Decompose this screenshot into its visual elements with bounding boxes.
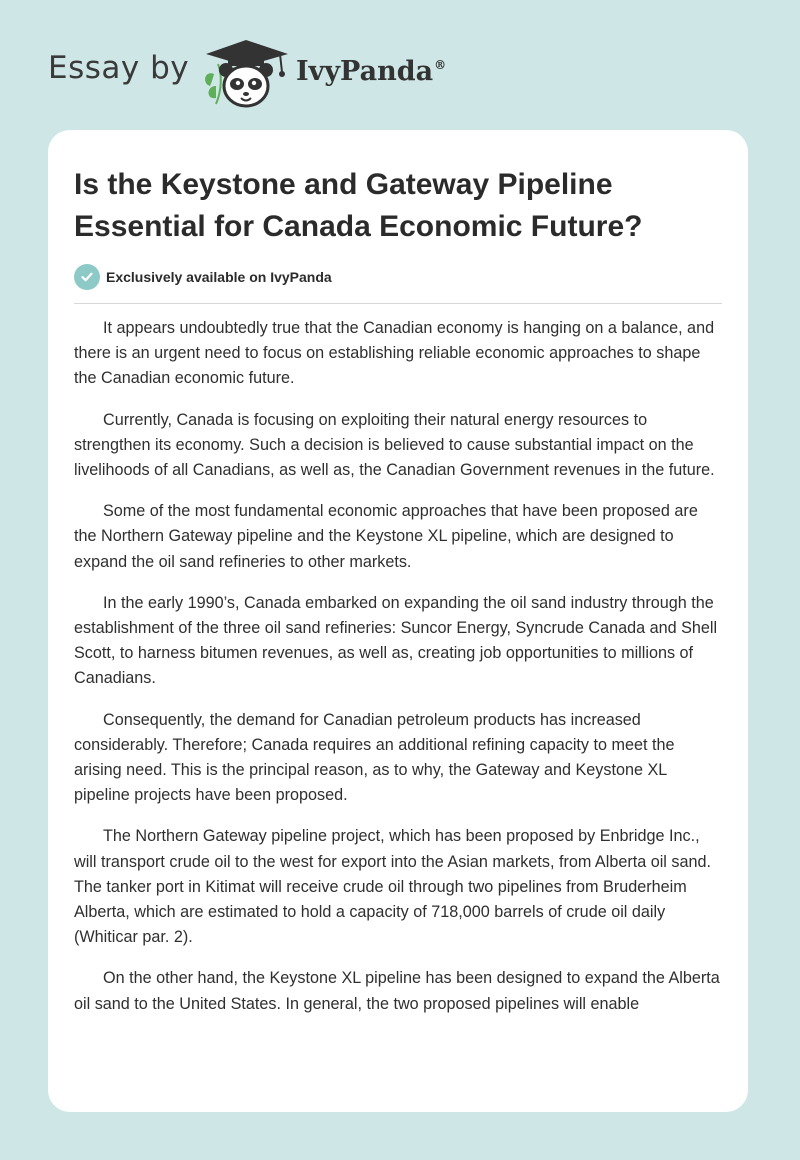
- title-divider: [74, 303, 722, 304]
- paragraph: Consequently, the demand for Canadian petroleum products has increased considerably. Therefore; Canada requires an additional refining capacity to meet the arising need. This is the principal reason, as to why, the Gateway and Keystone XL pipeline projects have been proposed.: [74, 710, 675, 805]
- paragraph: On the other hand, the Keystone XL pipeline has been designed to expand the Alberta oil sand to the United States. In general, the two proposed pipelines will enable: [74, 969, 720, 1013]
- exclusive-badge: [74, 263, 332, 291]
- paragraph: Some of the most fundamental economic approaches that have been proposed are the Northern Gateway pipeline and the Keystone XL pipeline, which are designed to expand the oil sand refineries to other markets.: [74, 502, 698, 571]
- essay-by-label: Essay by: [48, 50, 190, 86]
- check-circle-icon: [74, 264, 100, 290]
- paragraph: It appears undoubtedly true that the Canadian economy is hanging on a balance, and there is an urgent need to focus on establishing reliable economic approaches to shape the Canadian economic future.: [74, 319, 715, 388]
- essay-body: [74, 316, 724, 1033]
- registered-mark: ®: [434, 58, 447, 72]
- panda-graduate-logo-icon[interactable]: [200, 34, 292, 110]
- paragraph: In the early 1990’s, Canada embarked on expanding the oil sand industry through the establishment of the three oil sand refineries: Suncor Energy, Syncrude Canada and Shell Scott, to harness bitumen revenues, as well as, creating job opportunities to millions of Canadians.: [74, 593, 718, 688]
- paragraph: Currently, Canada is focusing on exploiting their natural energy resources to strengthen its economy. Such a decision is believed to cause substantial impact on the livelihoods of all Canadians, as well as, the Canadian Government revenues in the future.: [74, 410, 715, 480]
- exclusive-badge-label: Exclusively available on IvyPanda: [106, 269, 332, 285]
- essay-card: [48, 130, 748, 1112]
- brand-name[interactable]: IvyPanda®: [296, 56, 447, 87]
- site-header: [0, 0, 800, 130]
- page-title: Is the Keystone and Gateway Pipeline Essential for Canada Economic Future?: [74, 168, 643, 243]
- paragraph: The Northern Gateway pipeline project, which has been proposed by Enbridge Inc., will transport crude oil to the west for export into the Asian markets, from Alberta oil sand. The tanker port in Kitimat will receive crude oil through two pipelines from Bruderheim Alberta, which are estimated to hold a capacity of 718,000 barrels of crude oil daily (Whiticar par. 2).: [74, 827, 712, 947]
